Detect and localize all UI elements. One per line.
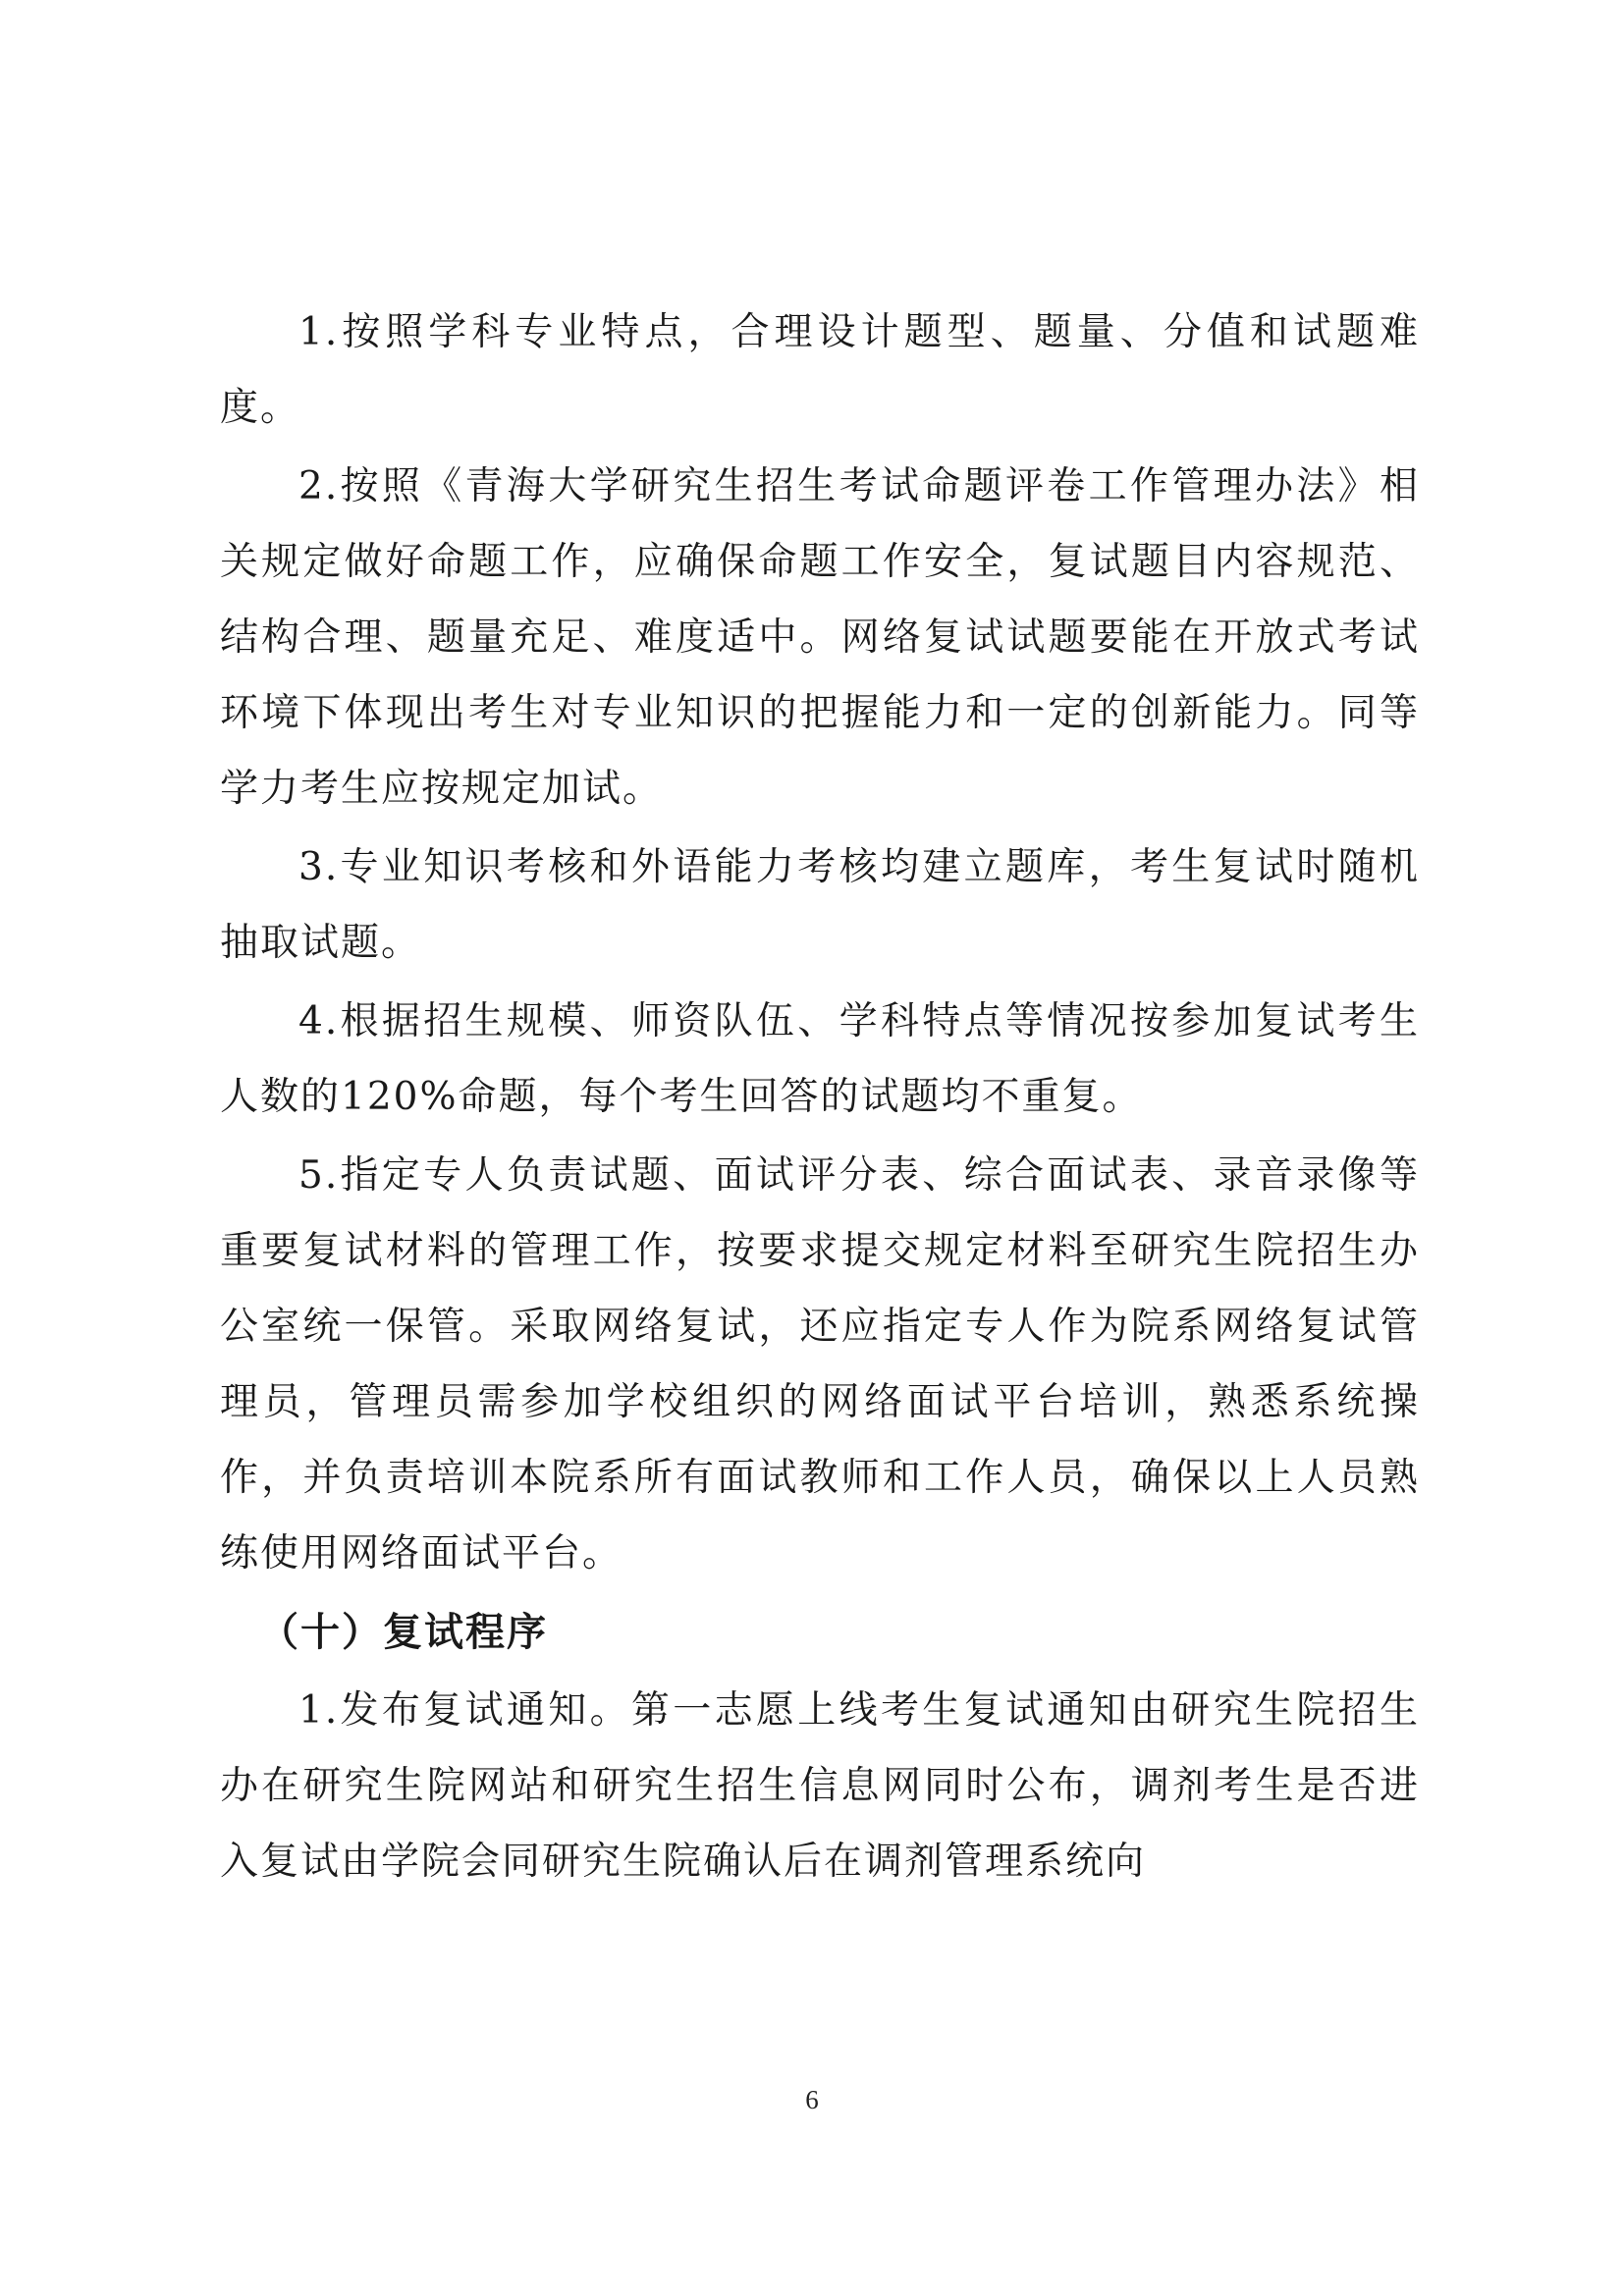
- section-paragraph-1: 1.发布复试通知。第一志愿上线考生复试通知由研究生院招生办在研究生院网站和研究生招生信息网同时公布，调剂考生是否进入复试由学院会同研究生院确认后在调剂管理系统向: [220, 1688, 1420, 1884]
- page-number: 6: [805, 2085, 819, 2114]
- paragraph-item-3: 3.专业知识考核和外语能力考核均建立题库，考生复试时随机抽取试题。: [220, 845, 1420, 965]
- document-body: [220, 294, 1420, 1902]
- paragraph-item-2: 2.按照《青海大学研究生招生考试命题评卷工作管理办法》相关规定做好命题工作，应确保命题工作安全，复试题目内容规范、结构合理、题量充足、难度适中。网络复试试题要能在开放式考试环境下体现出考生对专业知识的把握能力和一定的创新能力。同等学力考生应按规定加试。: [220, 464, 1420, 811]
- paragraph-item-1: 1.按照学科专业特点，合理设计题型、题量、分值和试题难度。: [220, 310, 1420, 430]
- section-heading: （十）复试程序: [259, 1609, 548, 1655]
- paragraph-item-4: 4.根据招生规模、师资队伍、学科特点等情况按参加复试考生人数的120%命题，每个考生回答的试题均不重复。: [220, 999, 1420, 1119]
- paragraph-item-5: 5.指定专人负责试题、面试评分表、综合面试表、录音录像等重要复试材料的管理工作，按要求提交规定材料至研究生院招生办公室统一保管。采取网络复试，还应指定专人作为院系网络复试管理员，管理员需参加学校组织的网络面试平台培训，熟悉系统操作，并负责培训本院系所有面试教师和工作人员，确保以上人员熟练使用网络面试平台。: [220, 1153, 1420, 1575]
